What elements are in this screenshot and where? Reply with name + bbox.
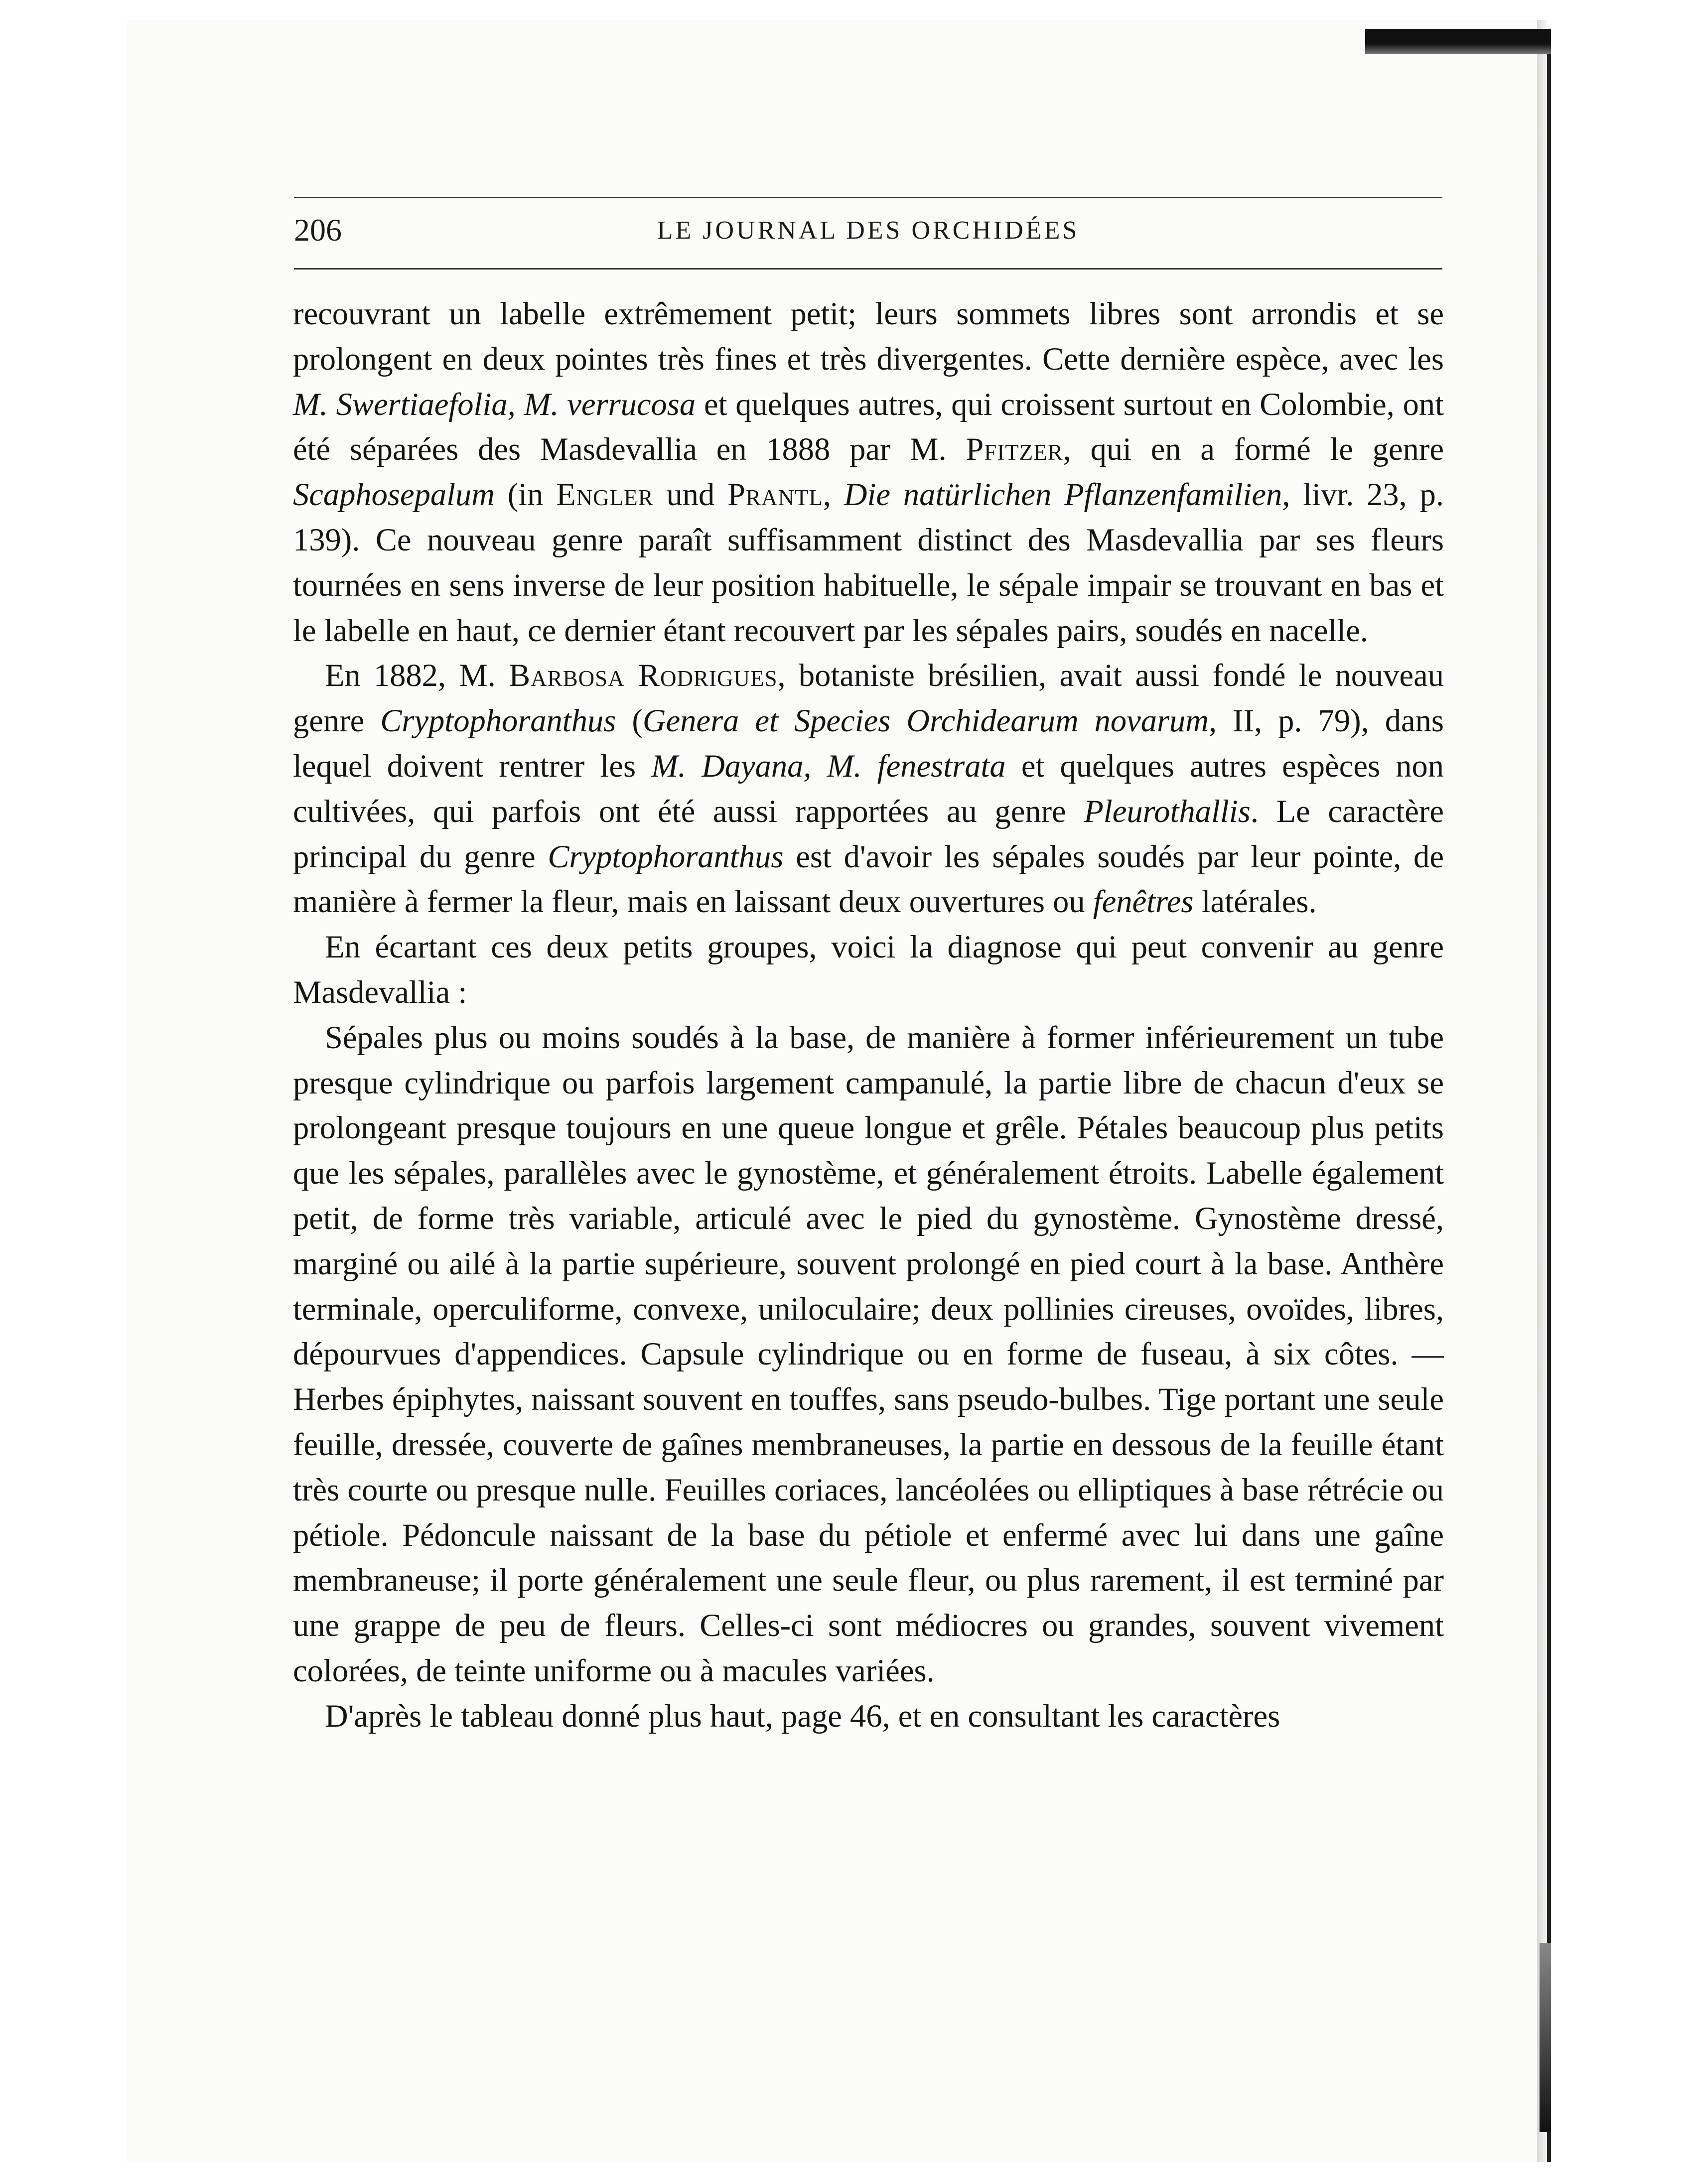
body-text [293, 291, 1444, 1739]
italic-text: Scaphosepalum [293, 477, 495, 513]
page-header [294, 212, 1442, 257]
italic-text: Die natürlichen Pflanzenfamilien, [844, 477, 1290, 513]
page-edge-top-dark-band [1365, 29, 1551, 54]
header-bottom-rule [294, 268, 1442, 270]
text-run: et quelques autres, qui croissent surtout en Colombie, ont été séparées des Masdevallia en 1888 par M. [293, 386, 1444, 467]
smallcaps-name: Pfitzer [966, 431, 1063, 467]
text-run: En écartant ces deux petits groupes, voici la diagnose qui peut convenir au genre Masdevallia : [293, 929, 1444, 1010]
italic-text: Pleurothallis [1084, 793, 1251, 829]
italic-text: Genera et Species Orchidearum novarum, [642, 703, 1217, 739]
text-run: recouvrant un labelle extrêmement petit; leurs sommets libres sont arrondis et se prolongent en deux pointes très fines et très divergentes. Cette dernière espèce, avec les [293, 296, 1444, 377]
text-run: . Le caractère principal du genre [293, 793, 1444, 874]
text-run: et quelques autres espèces non cultivées, qui parfois ont été aussi rapportées au genre [293, 748, 1444, 829]
paragraph [293, 925, 1444, 1015]
text-run: und [653, 477, 728, 513]
italic-text: Cryptophoranthus [380, 703, 616, 739]
text-run: , qui en a formé le genre [1063, 431, 1444, 467]
text-run: latérales. [1193, 884, 1317, 920]
page-edge-dark-line [1547, 30, 1551, 2162]
text-run: , [823, 477, 844, 513]
header-top-rule [294, 197, 1442, 198]
text-run: En 1882, M. [325, 658, 509, 693]
italic-text: Cryptophoranthus [548, 838, 784, 874]
paragraph [293, 1015, 1444, 1694]
text-run: D'après le tableau donné plus haut, page 46, et en consultant les caractères [325, 1698, 1280, 1734]
page-number: 206 [294, 212, 342, 248]
paragraph [293, 653, 1444, 925]
page-edge-shadow [1537, 20, 1547, 2162]
smallcaps-name: Barbosa Rodrigues [509, 658, 778, 693]
text-run: ( [616, 703, 643, 739]
text-run: livr. 23, p. 139). Ce nouveau genre paraît suffisamment distinct des Masdevallia par ses fleurs tournées en sens inverse de leur position habituelle, le sépale impair se trouvant en bas et le labelle en haut, ce dernier étant recouvert par les sépales pairs, soudés en nacelle. [293, 477, 1444, 648]
italic-text: M. Dayana, M. fenestrata [651, 748, 1006, 784]
italic-text: M. Swertiaefolia, M. verrucosa [293, 386, 696, 422]
page-edge-bottom-dark-band [1540, 1943, 1551, 2132]
italic-text: fenêtres [1093, 884, 1194, 920]
smallcaps-name: Prantl [727, 477, 823, 513]
text-run: est d'avoir les sépales soudés par leur pointe, de manière à fermer la fleur, mais en laissant deux ouvertures ou [293, 838, 1444, 920]
text-run: (in [494, 477, 557, 513]
text-run: , botaniste brésilien, avait aussi fondé le nouveau genre [293, 658, 1444, 739]
running-title: LE JOURNAL DES ORCHIDÉES [657, 216, 1080, 245]
text-run: II, p. 79), dans lequel doivent rentrer les [293, 703, 1444, 784]
paragraph [293, 1694, 1444, 1739]
paragraph [293, 291, 1444, 653]
text-run: Sépales plus ou moins soudés à la base, de manière à former inférieurement un tube presque cylindrique ou parfois largement campanulé, la partie libre de chacun d'eux se prolongeant presque toujours en une queue longue et grêle. Pétales beaucoup plus petits que les sépales, parallèles avec le gynostème, et généralement étroits. Labelle également petit, de forme très variable, articulé avec le pied du gynostème. Gynostème dressé, marginé ou ailé à la partie supérieure, souvent prolongé en pied court à la base. Anthère terminale, operculiforme, convexe, uniloculaire; deux pollinies cireuses, ovoïdes, libres, dépourvues d'appendices. Capsule cylindrique ou en forme de fuseau, à six côtes. — Herbes épiphytes, naissant souvent en touffes, sans pseudo-bulbes. Tige portant une seule feuille, dressée, couverte de gaînes membraneuses, la partie en dessous de la feuille étant très courte ou presque nulle. Feuilles coriaces, lancéolées ou elliptiques à base rétrécie ou pétiole. Pédoncule naissant de la base du pétiole et enfermé avec lui dans une gaîne membraneuse; il porte généralement une seule fleur, ou plus rarement, il est terminé par une grappe de peu de fleurs. Celles-ci sont médiocres ou grandes, souvent vivement colorées, de teinte uniforme ou à macules variées. [293, 1019, 1444, 1688]
smallcaps-name: Engler [556, 477, 654, 513]
